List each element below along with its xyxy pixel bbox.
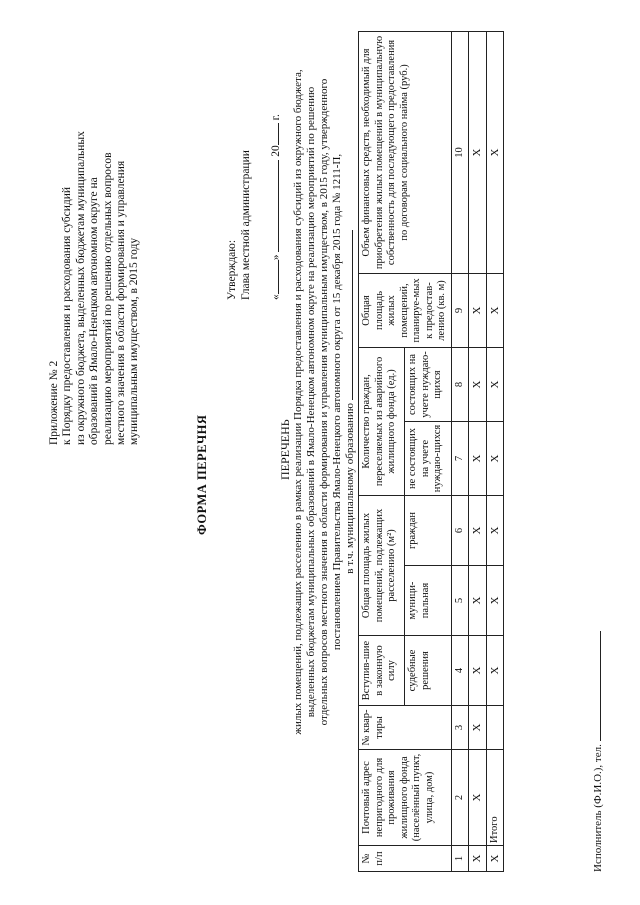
table-cell: X: [486, 31, 504, 273]
col-header-address: Почтовый адрес непригодного для проживания жилищного фонда (населённый пункт, улица, дом): [359, 750, 452, 846]
year-prefix: 20: [270, 145, 282, 157]
table-cell: [486, 706, 504, 750]
approval-block: [225, 114, 283, 300]
approval-date: [269, 114, 283, 300]
header-row: [359, 31, 405, 871]
list-title: ПЕРЕЧЕНЬ: [278, 419, 292, 480]
table-cell: X: [486, 273, 504, 347]
appendix-line: муниципальным имуществом, в 2015 году: [128, 237, 141, 445]
total-label: Итого: [486, 750, 504, 846]
col-header-area-group: Общая площадь жилых помещений, подлежащих расселению (м²): [359, 495, 405, 635]
document-page: [20, 10, 620, 890]
table-cell: X: [486, 846, 504, 872]
col-header-not-registered: не состоящих на учете нуждаю-щихся: [405, 421, 451, 495]
table-cell: X: [486, 566, 504, 636]
table-cell: X: [486, 495, 504, 565]
table-cell: X: [469, 636, 487, 706]
date-open-quote: «: [270, 294, 282, 300]
intro-line: выделенных бюджетам муниципальных образований в Ямало-Ненецком автономном округе на реализацию мероприятий по решению: [305, 86, 317, 718]
approval-position: Глава местной администрации: [240, 150, 252, 300]
column-number: 9: [451, 273, 469, 347]
list-table: [358, 31, 504, 872]
col-header-area-municipal: муници-пальная: [405, 566, 451, 636]
column-number: 8: [451, 347, 469, 421]
column-number: 4: [451, 636, 469, 706]
column-number: 7: [451, 421, 469, 495]
executor-label: Исполнитель (Ф.И.О.), тел.: [592, 744, 604, 872]
executor-blank: [590, 631, 601, 741]
executor-line: [590, 631, 604, 872]
appendix-line: местного значения в области формирования и управления: [115, 160, 128, 445]
table-cell: X: [469, 421, 487, 495]
table-cell: X: [486, 347, 504, 421]
appendix-line: реализацию мероприятий по решению отдельных вопросов: [101, 152, 114, 445]
intro-line: отдельных вопросов местного значения в области формирования и управления муниципальным имуществом, в 2015 году, утвержденного: [318, 78, 330, 726]
intro-line: [344, 32, 357, 772]
col-header-citizens-group: Количество граждан, переселяемых из аварийного жилищного фонда (ед.): [359, 347, 405, 495]
col-header-court-group: Вступив-шие в законную силу: [359, 636, 405, 706]
table-cell: X: [469, 273, 487, 347]
col-header-num: № п/п: [359, 846, 452, 872]
column-number: 6: [451, 495, 469, 565]
intro-municipality-label: в т.ч. муниципальному образованию: [344, 403, 356, 574]
col-header-registered: состоящих на учете нуждаю-щихся: [405, 347, 451, 421]
table-cell: X: [469, 31, 487, 273]
col-header-apartment: № квар-тиры: [359, 706, 452, 750]
column-number: 10: [451, 31, 469, 273]
column-number: 3: [451, 706, 469, 750]
year-suffix: г.: [270, 114, 282, 121]
approval-label: Утверждаю:: [226, 239, 238, 300]
table-cell: X: [469, 347, 487, 421]
appendix-line: Приложение № 2: [48, 360, 60, 445]
table-cell: X: [469, 750, 487, 846]
table-cell: X: [486, 636, 504, 706]
day-blank: [278, 260, 279, 294]
col-header-planned-area: Общая площадь жилых помещений, планируе-мых к предостав-лению (кв. м): [359, 273, 452, 347]
column-number-row: [451, 31, 469, 871]
table-cell: X: [469, 706, 487, 750]
appendix-line: к Порядку предоставления и расходования субсидий: [61, 186, 74, 445]
appendix-line: из окружного бюджета, выделенных бюджетам муниципальных: [74, 131, 87, 445]
date-close-quote: »: [270, 254, 282, 261]
month-blank: [278, 160, 279, 252]
total-row: [486, 31, 504, 871]
column-number: 2: [451, 750, 469, 846]
col-header-area-citizens: граждан: [405, 495, 451, 565]
table-cell: X: [469, 495, 487, 565]
form-title: ФОРМА ПЕРЕЧНЯ: [195, 414, 209, 535]
year-blank: [278, 123, 279, 145]
municipality-blank: [352, 230, 353, 400]
column-number: 1: [451, 846, 469, 872]
table-row: [469, 31, 487, 871]
intro-line: жилых помещений, подлежащих расселению в рамках реализации Порядка предоставления и расходования субсидий из окружного бюджета,: [292, 69, 304, 735]
appendix-block: [48, 40, 142, 445]
table-cell: X: [469, 846, 487, 872]
column-number: 5: [451, 566, 469, 636]
col-header-funds: Объем финансовых средств, необходимый для приобретения жилых помещений в муниципальную собственность для последующего предоставления по договорам социального найма (руб.): [359, 31, 452, 273]
table-cell: X: [486, 421, 504, 495]
appendix-line: образований в Ямало-Ненецком автономном округе на: [88, 177, 101, 445]
table-cell: X: [469, 566, 487, 636]
col-header-court-decisions: судебные решения: [405, 636, 451, 706]
intro-line: постановлением Правительства Ямало-Ненецкого автономного округа от 15 декабря 2015 года № 1211-П,: [331, 153, 343, 651]
intro-text: [292, 32, 357, 772]
